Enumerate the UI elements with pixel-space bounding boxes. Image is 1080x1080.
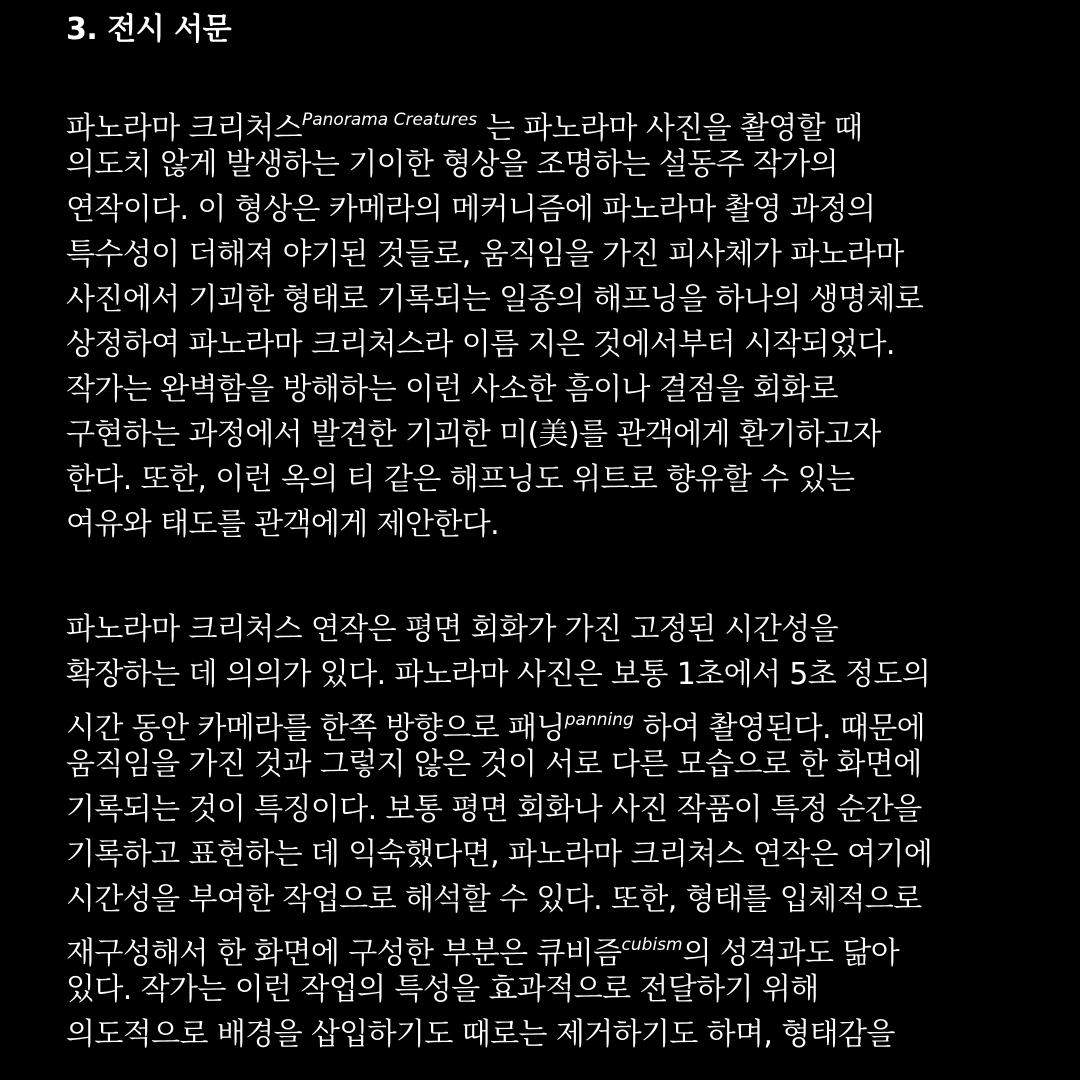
text-span: 재구성해서 한 화면에 구성한 부분은 큐비즘 bbox=[66, 936, 622, 971]
text-line: 움직임을 가진 것과 그렇지 않은 것이 서로 다른 모습으로 한 화면에 bbox=[66, 747, 922, 782]
section-heading: 3. 전시 서문 bbox=[66, 12, 232, 47]
text-span: 파노라마 크리처스 bbox=[66, 111, 302, 146]
text-line: 여유와 태도를 관객에게 제안한다. bbox=[66, 507, 500, 542]
text-line: 사진에서 기괴한 형태로 기록되는 일종의 해프닝을 하나의 생명체로 bbox=[66, 282, 924, 317]
text-line: 파노라마 크리처스 연작은 평면 회화가 가진 고정된 시간성을 bbox=[66, 612, 839, 647]
text-span: 의 성격과도 닮아 bbox=[682, 936, 900, 971]
text-line: 구현하는 과정에서 발견한 기괴한 미(美)를 관객에게 환기하고자 bbox=[66, 417, 881, 452]
text-line: 연작이다. 이 형상은 카메라의 메커니즘에 파노라마 촬영 과정의 bbox=[66, 192, 876, 227]
text-line: 확장하는 데 의의가 있다. 파노라마 사진은 보통 1초에서 5초 정도의 bbox=[66, 657, 931, 692]
superscript-annotation: panning bbox=[564, 710, 634, 730]
text-span: 는 파노라마 사진을 촬영할 때 bbox=[477, 111, 863, 146]
text-line: 있다. 작가는 이런 작업의 특성을 효과적으로 전달하기 위해 bbox=[66, 972, 819, 1007]
text-span: 시간 동안 카메라를 한쪽 방향으로 패닝 bbox=[66, 711, 565, 746]
superscript-annotation: Panorama Creatures bbox=[301, 110, 478, 130]
exhibition-preface-page bbox=[66, 0, 1066, 1080]
superscript-annotation: cubism bbox=[621, 935, 683, 955]
text-span: 하여 촬영된다. 때문에 bbox=[633, 711, 925, 746]
text-line: 특수성이 더해져 야기된 것들로, 움직임을 가진 피사체가 파노라마 bbox=[66, 237, 904, 272]
text-line: 한다. 또한, 이런 옥의 티 같은 해프닝도 위트로 향유할 수 있는 bbox=[66, 462, 855, 497]
text-line: 의도치 않게 발생하는 기이한 형상을 조명하는 설동주 작가의 bbox=[66, 147, 839, 182]
text-line: 의도적으로 배경을 삽입하기도 때로는 제거하기도 하며, 형태감을 bbox=[66, 1017, 895, 1052]
text-line: 시간성을 부여한 작업으로 해석할 수 있다. 또한, 형태를 입체적으로 bbox=[66, 882, 922, 917]
text-line: 상정하여 파노라마 크리처스라 이름 지은 것에서부터 시작되었다. bbox=[66, 327, 895, 362]
text-line: 작가는 완벽함을 방해하는 이런 사소한 흠이나 결점을 회화로 bbox=[66, 372, 839, 407]
text-line: 기록되는 것이 특징이다. 보통 평면 회화나 사진 작품이 특정 순간을 bbox=[66, 792, 922, 827]
text-line: 기록하고 표현하는 데 익숙했다면, 파노라마 크리쳐스 연작은 여기에 bbox=[66, 837, 933, 872]
